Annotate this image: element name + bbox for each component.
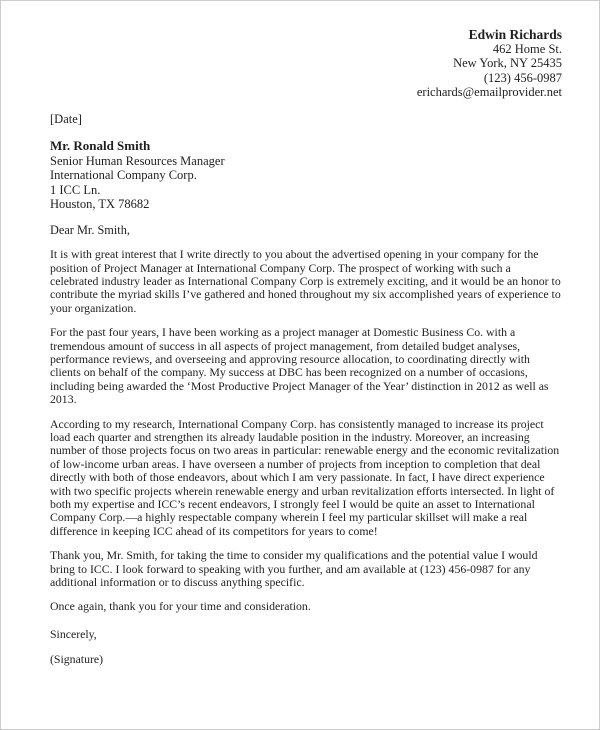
paragraph-experience: For the past four years, I have been working as a project manager at Domestic Business Co. with a tremendous amount of success in all aspects of project management, from detailed budget analyses, performance reviews, and overseeing and approving resource allocation, to coordinating directly with clients on behalf of the company. My success at DBC has been recognized on a number of occasions, including being awarded the ‘Most Productive Project Manager of the Year’ distinction in 2012 as well as 2013. [50, 325, 549, 407]
paragraph-introduction: It is with great interest that I write directly to you about the advertised opening in your company for the position of Project Manager at International Company Corp. The prospect of working with such a celebrated industry leader as International Company Corp is extremely exciting, and it would be an honor to contribute the myriad skills I’ve gathered and honed throughout my six accomplished years of experience to your organization. [50, 247, 561, 315]
sender-city-state-zip: New York, NY 25435 [453, 56, 562, 71]
sender-name: Edwin Richards [468, 27, 562, 42]
date-placeholder: [Date] [50, 112, 82, 127]
valediction: Sincerely, [50, 626, 97, 641]
paragraph-closing-thanks: Once again, thank you for your time and consideration. [50, 599, 311, 614]
salutation: Dear Mr. Smith, [50, 222, 130, 237]
recipient-name: Mr. Ronald Smith [50, 138, 151, 154]
recipient-block [50, 139, 562, 212]
sender-email: erichards@emailprovider.net [416, 84, 562, 99]
recipient-city-state-zip: Houston, TX 78682 [50, 197, 150, 212]
recipient-title: Senior Human Resources Manager [50, 153, 225, 168]
sender-phone: (123) 456-0987 [483, 70, 562, 85]
paragraph-thank-you: Thank you, Mr. Smith, for taking the time to consider my qualifications and the potential value I would bring to ICC. I look forward to speaking with you further, and am available at (123) 456-0987 for any additional information or to discuss anything specific. [50, 548, 538, 590]
paragraph-research-fit: According to my research, International Company Corp. has consistently managed to increase its project load each quarter and strengthen its already laudable position in the industry. Moreover, an increasing number of those projects focus on two areas in particular: renewable energy and the economic revitalization of low-income urban areas. I have overseen a number of projects from inception to completion that deal directly with both of those endeavors, about which I am very passionate. In fact, I have direct experience with two specific projects wherein renewable energy and urban revitalization efforts intersected. In light of both my expertise and ICC’s recent endeavors, I strongly feel I would be quite an asset to International Company Corp.—a highly respectable company wherein I feel my particular skillset will make a real difference in keeping ICC ahead of its competitors for years to come! [50, 416, 560, 538]
signature-placeholder: (Signature) [50, 652, 104, 667]
recipient-street: 1 ICC Ln. [50, 182, 101, 197]
sender-street: 462 Home St. [492, 42, 562, 56]
sender-block [50, 27, 562, 99]
recipient-company: International Company Corp. [50, 168, 197, 183]
